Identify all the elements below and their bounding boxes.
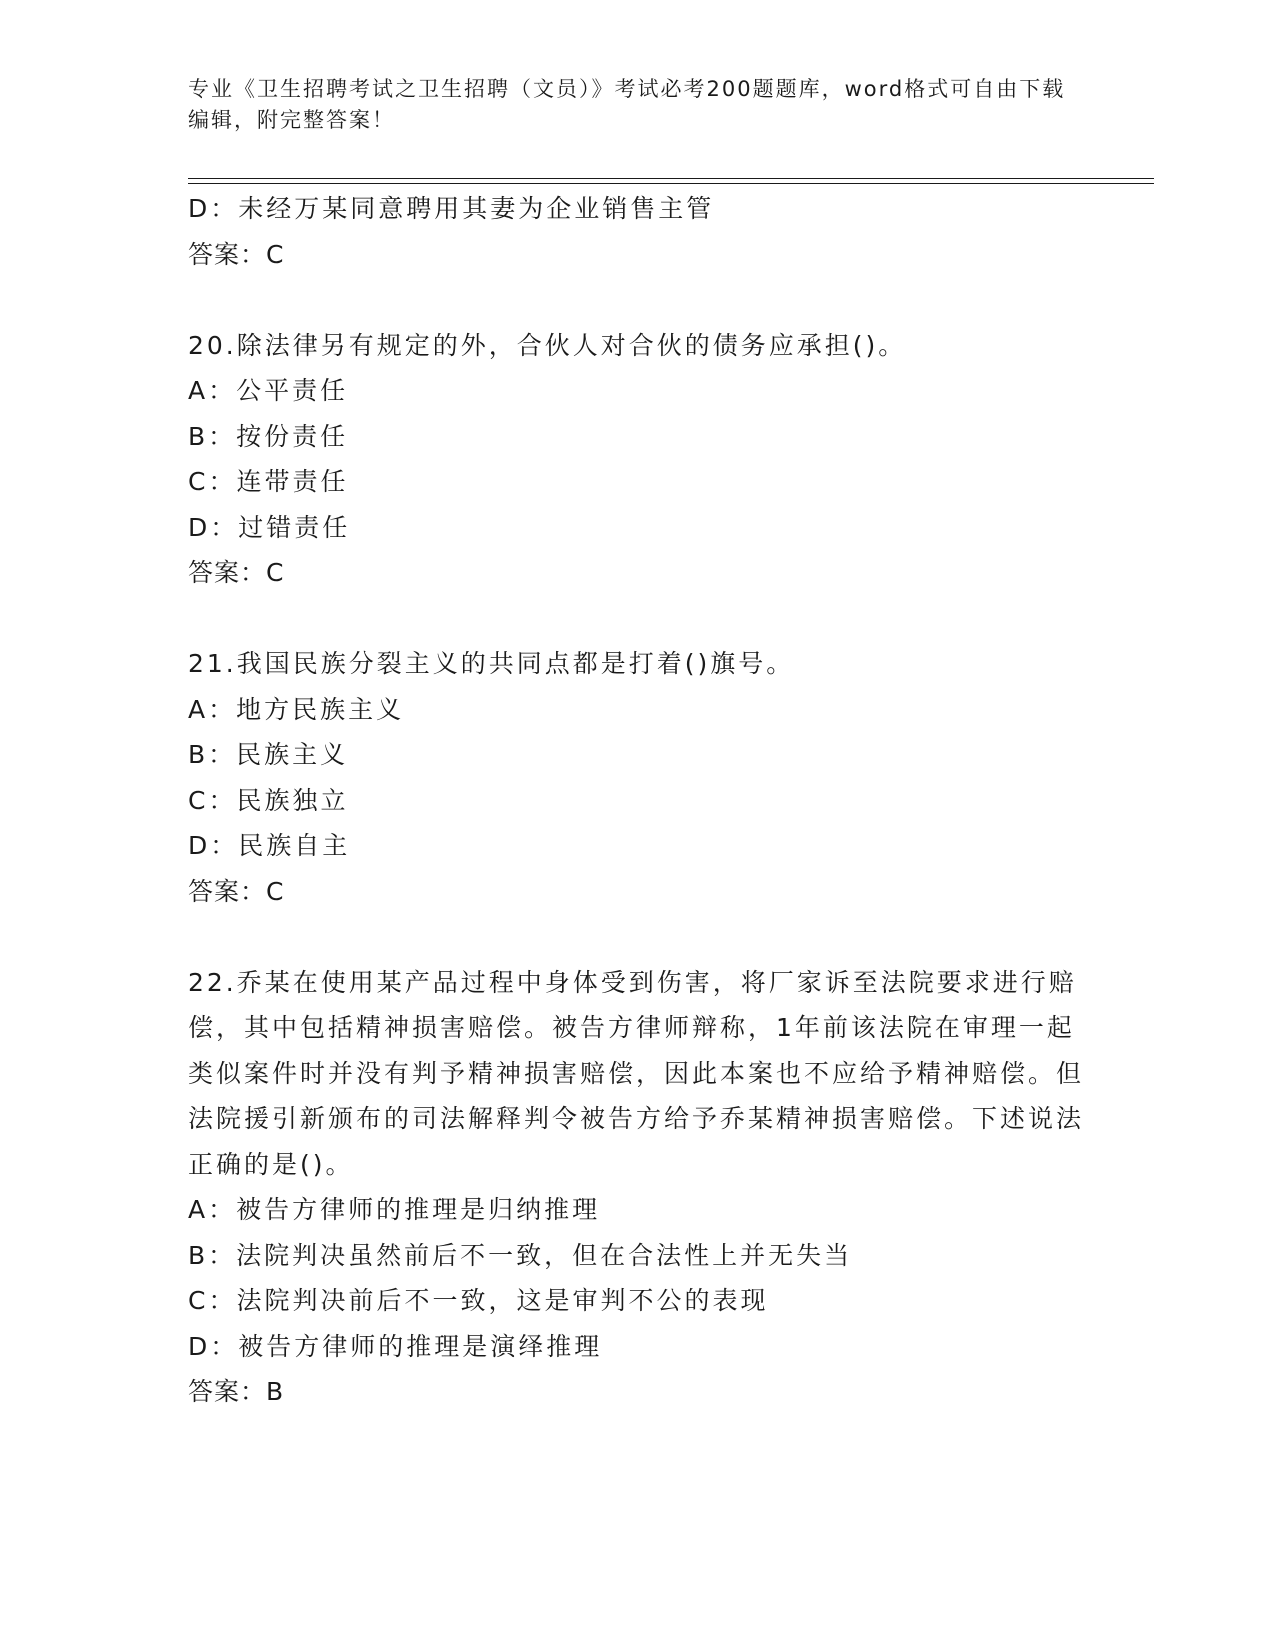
option-b: B：按份责任 (188, 421, 349, 451)
question-stem: 22.乔某在使用某产品过程中身体受到伤害，将厂家诉至法院要求进行赔偿，其中包括精神损害赔偿。被告方律师辩称，1年前该法院在审理一起类似案件时并没有判予精神损害赔偿，因此本案也不应给予精神赔偿。但法院援引新颁布的司法解释判令被告方给予乔某精神损害赔偿。下述说法正确的是()。 (188, 967, 1085, 1179)
carryover-option-d: D：未经万某同意聘用其妻为企业销售主管 (188, 194, 715, 223)
question-21 (188, 641, 1088, 914)
option-a: A：公平责任 (188, 376, 349, 405)
option-b: B：民族主义 (188, 740, 349, 769)
option-b: B：法院判决虽然前后不一致，但在合法性上并无失当 (188, 1240, 853, 1270)
option-c: C：连带责任 (188, 467, 349, 496)
question-list (188, 186, 1088, 1415)
option-d: D：民族自主 (188, 831, 351, 860)
document-header: 专业《卫生招聘考试之卫生招聘（文员）》考试必考200题题库，word格式可自由下载编辑，附完整答案！ (188, 77, 1066, 132)
answer: 答案：B (188, 1377, 285, 1406)
question-stem: 21.我国民族分裂主义的共同点都是打着()旗号。 (188, 649, 795, 678)
header-divider-top (188, 178, 1154, 179)
option-c: C：法院判决前后不一致，这是审判不公的表现 (188, 1286, 769, 1315)
question-22 (188, 960, 1088, 1415)
option-a: A：地方民族主义 (188, 694, 405, 724)
question-20 (188, 323, 1088, 596)
option-a: A：被告方律师的推理是归纳推理 (188, 1195, 601, 1224)
answer: 答案：C (188, 558, 285, 587)
header-divider-bottom (188, 183, 1154, 184)
option-c: C：民族独立 (188, 785, 349, 815)
carryover-answer: 答案：C (188, 239, 285, 269)
option-d: D：被告方律师的推理是演绎推理 (188, 1331, 603, 1361)
option-d: D：过错责任 (188, 512, 351, 542)
answer: 答案：C (188, 876, 285, 906)
question-stem: 20.除法律另有规定的外，合伙人对合伙的债务应承担()。 (188, 330, 907, 360)
